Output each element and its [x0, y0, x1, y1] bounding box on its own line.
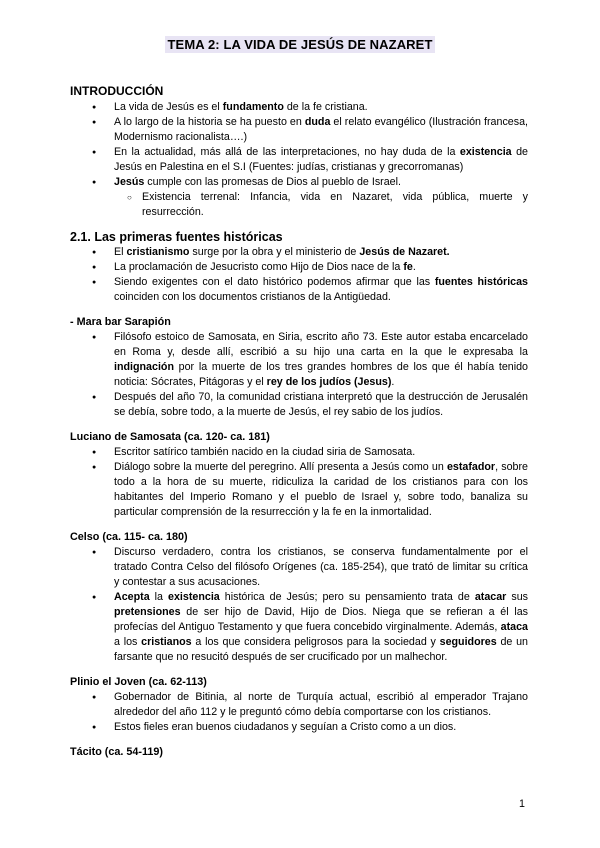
list-item: ● Después del año 70, la comunidad cristiana interpretó que la destrucción de Jerusalén se debía, sobre todo, a la muerte de Jesús, el rey sabio de los judíos. [70, 390, 528, 420]
list-item: ● Jesús cumple con las promesas de Dios al pueblo de Israel. [70, 175, 528, 190]
section-heading-introduccion: INTRODUCCIÓN [70, 84, 164, 98]
subheading-celso: Celso (ca. 115- ca. 180) [70, 531, 188, 543]
list-item: ● A lo largo de la historia se ha puesto en duda el relato evangélico (Ilustración francesa, Modernismo racionalista….) [70, 115, 528, 145]
plinio-list [70, 690, 528, 735]
luciano-list [70, 445, 528, 520]
list-item: ● La proclamación de Jesucristo como Hijo de Dios nace de la fe. [70, 260, 528, 275]
list-item: ● Diálogo sobre la muerte del peregrino. Allí presenta a Jesús como un estafador, sobre todo a la hora de su muerte, ridiculiza la caridad de los cristianos para con los habitantes del Imperio Romano y el pueblo de Israel y, sobre todo, banaliza su particular comprensión de la resurrección y la fe en la inmortalidad. [70, 460, 528, 520]
page-number: 1 [519, 798, 525, 810]
list-item: ● Filósofo estoico de Samosata, en Siria, escrito año 73. Este autor estaba encarcelado en Roma y, desde allí, escribió a su hijo una carta en la que le expresaba la indignación por la muerte de los tres grandes hombres de los que él había tenido noticia: Sócrates, Pitágoras y el rey de los judíos (Jesus). [70, 330, 528, 390]
section-heading-fuentes: 2.1. Las primeras fuentes históricas [70, 230, 283, 244]
fuentes-list [70, 245, 528, 305]
list-item: ● Acepta la existencia histórica de Jesús; pero su pensamiento trata de atacar sus pretensiones de ser hijo de David, Hijo de Dios. Niega que se refieran a él las profecías del Antiguo Testamento y que fuera concebido virginalmente. Además, ataca a los cristianos a los que considera peligrosos para la sociedad y seguidores de un farsante que no resucitó después de ser crucificado por un malhechor. [70, 590, 528, 665]
list-item: ● Siendo exigentes con el dato histórico podemos afirmar que las fuentes históricas coinciden con los documentos cristianos de la Antigüedad. [70, 275, 528, 305]
subheading-luciano: Luciano de Samosata (ca. 120- ca. 181) [70, 431, 270, 443]
page-title: TEMA 2: LA VIDA DE JESÚS DE NAZARET [165, 36, 436, 53]
mara-list [70, 330, 528, 420]
subheading-mara: - Mara bar Sarapión [70, 316, 171, 328]
subheading-tacito: Tácito (ca. 54-119) [70, 746, 164, 758]
list-item: ● Escritor satírico también nacido en la ciudad siria de Samosata. [70, 445, 528, 460]
list-item: ● En la actualidad, más allá de las interpretaciones, no hay duda de la existencia de Jesús en Palestina en el S.I (Fuentes: judías, cristianas y grecorromanas) [70, 145, 528, 175]
list-item: ● Gobernador de Bitinia, al norte de Turquía actual, escribió al emperador Trajano alrededor del año 112 y le preguntó cómo debía comportarse con los cristianos. [70, 690, 528, 720]
celso-list [70, 545, 528, 665]
intro-list [70, 100, 528, 220]
list-item: ● La vida de Jesús es el fundamento de la fe cristiana. [70, 100, 528, 115]
list-item: ● Estos fieles eran buenos ciudadanos y seguían a Cristo como a un dios. [70, 720, 528, 735]
sub-list-item: ○ Existencia terrenal: Infancia, vida en Nazaret, vida pública, muerte y resurrección. [70, 190, 528, 220]
list-item: ● El cristianismo surge por la obra y el ministerio de Jesús de Nazaret. [70, 245, 528, 260]
subheading-plinio: Plinio el Joven (ca. 62-113) [70, 676, 207, 688]
list-item: ● Discurso verdadero, contra los cristianos, se conserva fundamentalmente por el tratado Contra Celso del filósofo Orígenes (ca. 185-254), que trató de limitar su crítica y contestar a sus acusaciones. [70, 545, 528, 590]
document-body [70, 84, 528, 760]
